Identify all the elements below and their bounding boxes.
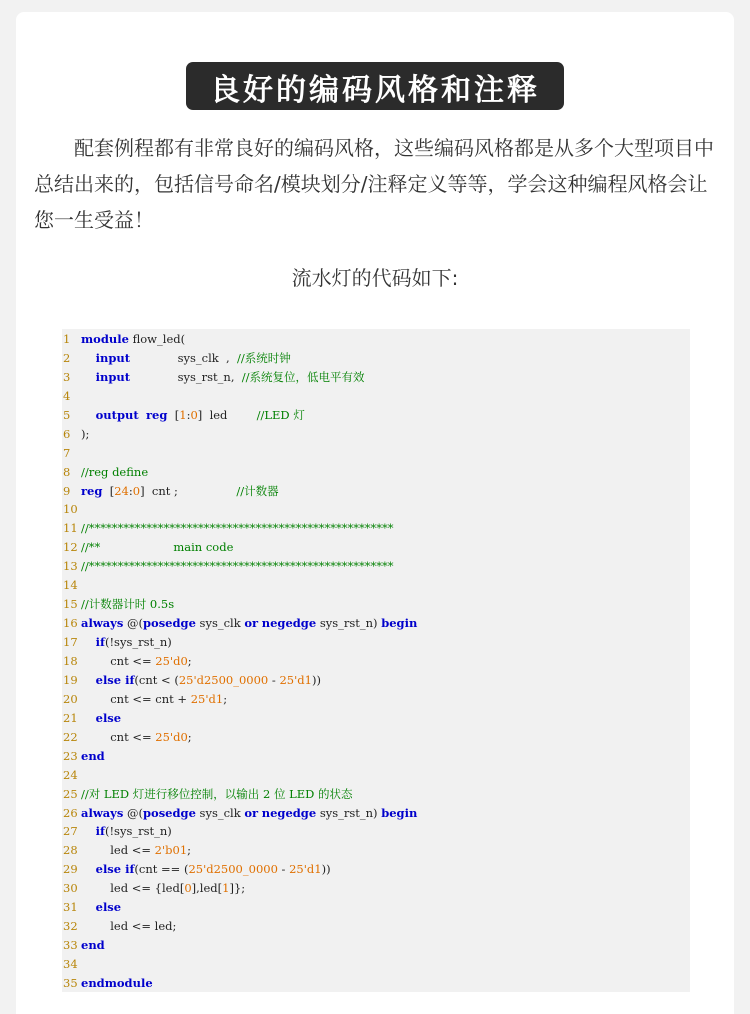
line-number: 13 [63, 559, 78, 574]
line-number: 9 [63, 483, 71, 498]
code-text [81, 900, 96, 914]
line-number: 34 [63, 957, 78, 972]
line-number: 17 [63, 635, 78, 650]
line-number: 16 [63, 616, 78, 631]
line-number: 19 [63, 672, 78, 687]
code-comment: //LED 灯 [256, 407, 305, 422]
code-comment: //***************************************************** [81, 559, 394, 574]
code-text [81, 711, 96, 725]
code-line [62, 368, 365, 387]
line-number: 30 [63, 881, 78, 896]
code-number: 0 [190, 407, 198, 422]
code-text: (!sys_rst_n) [104, 824, 172, 839]
code-line [62, 974, 153, 993]
code-text: ]}; [229, 881, 246, 896]
code-keyword: output [95, 407, 139, 422]
code-line [62, 633, 172, 652]
line-number: 32 [63, 919, 78, 934]
code-keyword: negedge [261, 805, 317, 820]
code-number: 25'd2500_0000 [188, 862, 278, 877]
code-line [62, 804, 417, 823]
line-number: 1 [63, 332, 71, 346]
code-line [62, 898, 121, 917]
code-text: ] cnt ; [140, 483, 237, 498]
code-comment: //reg define [81, 464, 149, 479]
section-title: 良好的编码风格和注释 [186, 62, 564, 110]
code-text: @( [123, 805, 143, 820]
line-number: 28 [63, 843, 78, 858]
code-text: led <= led; [81, 919, 177, 934]
code-text [81, 351, 96, 365]
line-number: 18 [63, 653, 78, 668]
line-number: 7 [63, 445, 71, 460]
code-line [62, 576, 81, 595]
code-keyword: endmodule [81, 975, 153, 990]
code-keyword: else [95, 900, 122, 915]
code-line [62, 387, 81, 406]
code-line [62, 728, 192, 747]
code-keyword: end [81, 938, 105, 953]
code-comment: //***************************************************** [81, 521, 394, 536]
code-comment: //系统复位，低电平有效 [241, 369, 365, 384]
code-text: )) [321, 862, 331, 877]
line-number: 4 [63, 388, 71, 403]
code-text: ; [187, 653, 192, 668]
line-number: 8 [63, 464, 71, 479]
code-text [81, 408, 96, 422]
code-text: ); [81, 426, 90, 441]
code-text: - [277, 862, 290, 877]
code-line [62, 595, 174, 614]
code-keyword: else if [95, 862, 135, 877]
code-text [81, 862, 96, 876]
line-number: 5 [63, 407, 71, 422]
code-text: - [268, 672, 280, 687]
code-keyword: always [81, 805, 124, 820]
code-line [62, 500, 81, 519]
code-number: 25'd0 [155, 729, 188, 744]
code-text: [ [167, 407, 180, 422]
code-text: sys_rst_n) [316, 616, 382, 631]
code-keyword: begin [381, 616, 418, 631]
code-text: ; [223, 691, 228, 706]
code-comment: //系统时钟 [237, 350, 291, 365]
line-number: 14 [63, 578, 78, 593]
line-number: 11 [63, 521, 78, 536]
code-number: 25'd2500_0000 [178, 672, 269, 687]
line-number: 21 [63, 710, 78, 725]
code-comment: //对 LED 灯进行移位控制，以输出 2 位 LED 的状态 [81, 786, 353, 801]
code-number: 25'd1 [279, 672, 312, 687]
code-number: 1 [179, 407, 187, 422]
line-number: 3 [63, 369, 71, 384]
line-number: 23 [63, 748, 78, 763]
code-line [62, 330, 185, 349]
code-line [62, 671, 321, 690]
code-line [62, 690, 227, 709]
code-text: )) [311, 672, 321, 687]
code-text [139, 408, 146, 422]
code-text [81, 635, 96, 649]
code-text: @( [123, 616, 143, 631]
code-keyword: if [95, 635, 105, 650]
code-text: cnt <= [81, 653, 156, 668]
code-number: 1 [222, 881, 230, 896]
code-text: [ [102, 483, 115, 498]
code-line [62, 822, 172, 841]
code-text [81, 370, 96, 384]
code-keyword: module [81, 332, 129, 346]
code-keyword: begin [381, 805, 418, 820]
code-keyword: reg [81, 483, 103, 498]
code-text: : [186, 407, 191, 422]
code-text: sys_clk [195, 805, 245, 820]
code-line [62, 936, 105, 955]
line-number: 22 [63, 729, 78, 744]
code-line [62, 955, 81, 974]
code-line [62, 841, 191, 860]
code-line [62, 444, 81, 463]
code-line [62, 425, 89, 444]
code-keyword: negedge [261, 616, 317, 631]
code-number: 25'd1 [289, 862, 322, 877]
code-line [62, 557, 394, 576]
code-keyword: always [81, 616, 124, 631]
code-line [62, 349, 291, 368]
code-line [62, 879, 245, 898]
code-text [81, 673, 96, 687]
code-line [62, 463, 148, 482]
code-text: sys_clk [195, 616, 245, 631]
line-number: 35 [63, 975, 78, 990]
code-keyword: posedge [142, 805, 196, 820]
code-text: sys_rst_n, [130, 369, 242, 384]
code-number: 2'b01 [154, 843, 188, 858]
line-number: 25 [63, 786, 78, 801]
code-text [81, 824, 96, 838]
code-comment: //计数器 [236, 483, 279, 498]
code-text: (!sys_rst_n) [104, 635, 172, 650]
line-number: 12 [63, 540, 78, 555]
code-keyword: else if [95, 672, 135, 687]
code-text: led <= {led[ [81, 881, 185, 896]
intro-paragraph: 配套例程都有非常良好的编码风格，这些编码风格都是从多个大型项目中总结出来的，包括信号命名/模块划分/注释定义等等，学会这种编程风格会让您一生受益！ [34, 136, 714, 232]
code-keyword: or [244, 616, 259, 631]
code-keyword: end [81, 748, 105, 763]
code-text: led <= [81, 843, 155, 858]
line-number: 20 [63, 691, 78, 706]
code-comment: //** main code [81, 540, 234, 555]
code-text: sys_rst_n) [316, 805, 382, 820]
code-number: 25'd0 [155, 653, 188, 668]
code-text: flow_led( [128, 332, 186, 346]
line-number: 24 [63, 767, 78, 782]
code-keyword: posedge [142, 616, 196, 631]
code-line [62, 614, 417, 633]
line-number: 33 [63, 938, 78, 953]
code-line [62, 917, 176, 936]
line-number: 2 [63, 350, 71, 365]
code-line [62, 709, 121, 728]
code-block [62, 329, 690, 992]
code-number: 25'd1 [190, 691, 224, 706]
code-line [62, 652, 192, 671]
line-number: 15 [63, 597, 78, 612]
code-keyword: input [95, 350, 131, 365]
code-line [62, 860, 331, 879]
line-number: 26 [63, 805, 78, 820]
line-number: 31 [63, 900, 78, 915]
code-number: 24 [114, 483, 129, 498]
code-text: : [128, 483, 133, 498]
code-comment: //计数器计时 0.5s [81, 597, 175, 612]
code-number: 0 [184, 881, 192, 896]
code-text: ] led [197, 407, 257, 422]
code-keyword: else [95, 710, 122, 725]
code-keyword: reg [146, 407, 168, 422]
code-line [62, 406, 305, 425]
code-line [62, 482, 279, 501]
line-number: 10 [63, 502, 78, 517]
code-keyword: or [244, 805, 259, 820]
code-text: (cnt < ( [134, 672, 179, 687]
code-text: cnt <= [81, 729, 156, 744]
code-keyword: input [95, 369, 131, 384]
code-line [62, 747, 105, 766]
code-keyword: if [95, 824, 105, 839]
line-number: 27 [63, 824, 78, 839]
code-text: ; [187, 843, 192, 858]
code-caption: 流水灯的代码如下: [291, 266, 459, 290]
line-number: 29 [63, 862, 78, 877]
code-text: cnt <= cnt + [81, 691, 191, 706]
code-number: 0 [132, 483, 141, 498]
code-line [62, 519, 394, 538]
code-text: sys_clk , [130, 350, 238, 365]
code-text: (cnt == ( [134, 862, 189, 877]
code-text: ; [187, 729, 192, 744]
code-line [62, 766, 81, 785]
code-text: ],led[ [191, 881, 223, 896]
code-line [62, 538, 233, 557]
line-number: 6 [63, 426, 71, 441]
code-line [62, 785, 353, 804]
